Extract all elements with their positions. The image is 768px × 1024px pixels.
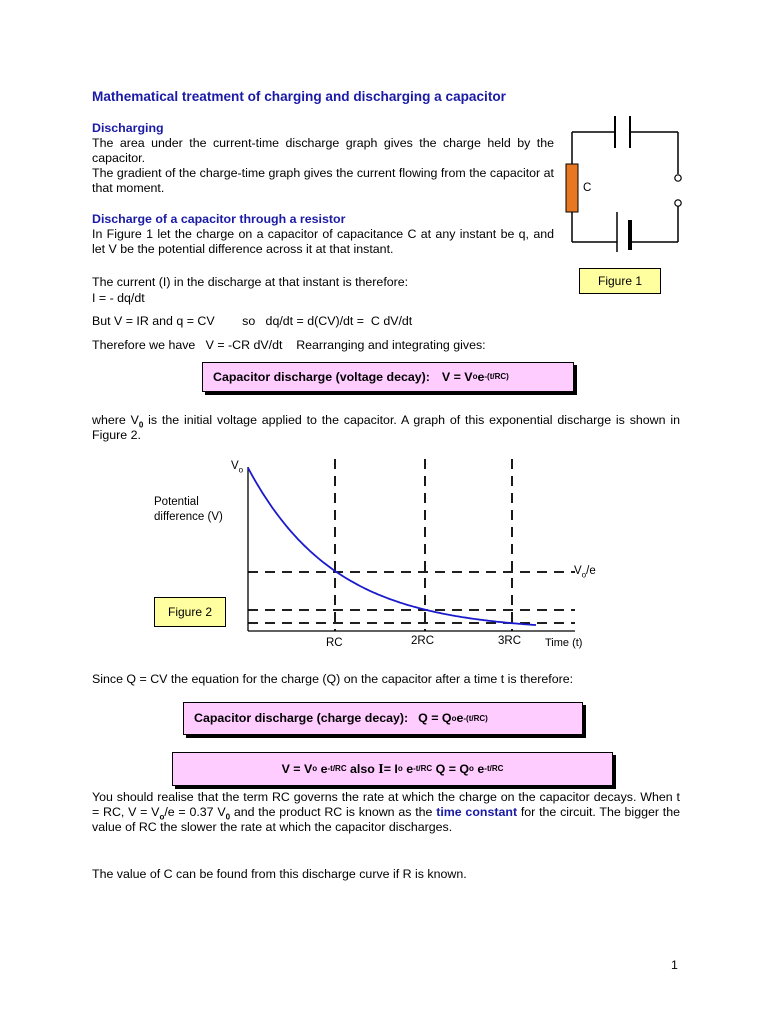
circuit-diagram: [560, 112, 690, 252]
where-text-b: is the initial voltage applied to the capacitor. A graph of this exponential discharge is shown in Figure 2.: [92, 413, 680, 442]
text-but-line: But V = IR and q = CV so dq/dt = d(CV)/dt = C dV/dt: [92, 314, 413, 328]
graph-ylabel-line2: difference (V): [154, 511, 223, 523]
where-sub: 0: [138, 420, 144, 430]
equation-box-voltage-decay: Capacitor discharge (voltage decay): V = V o e -(t/RC): [202, 362, 574, 392]
eq-summary-i: I: [378, 761, 384, 777]
eq-summary-also: also: [346, 761, 379, 776]
time-constant-term: time constant: [436, 805, 518, 819]
resistor-symbol: [566, 164, 578, 212]
paragraph-gradient: The gradient of the charge-time graph gives the current flowing from the capacitor at that moment.: [92, 166, 554, 195]
eq-voltage-label: Capacitor discharge (voltage decay):: [213, 369, 430, 384]
graph-y-top-label: [231, 459, 243, 474]
tick-label-2rc: 2RC: [411, 635, 435, 647]
graph-level-label: [574, 564, 596, 579]
realise-b: /e = 0.37 V: [164, 805, 226, 819]
realise-a: You should realise that the term RC governs the rate at which the charge on the capacitor decays. When t = RC, V = V: [92, 790, 680, 819]
page-number: 1: [671, 958, 678, 972]
equation-box-charge-decay: Capacitor discharge (charge decay): Q = Q o e -(t/RC): [183, 702, 583, 735]
paragraph-initial-voltage: [92, 413, 680, 443]
section-heading-resistor: Discharge of a capacitor through a resistor: [92, 212, 346, 226]
switch-terminals: [675, 175, 681, 206]
equation-current: I = - dq/dt: [92, 291, 145, 305]
eq-voltage-lhs: V = V: [441, 369, 473, 384]
battery-symbol: [617, 212, 630, 252]
realise-d: for the circuit. The bigger the value of RC the slower the rate at which the capacitor discharges.: [92, 805, 680, 834]
realise-c: and the product RC is known as the: [230, 805, 437, 819]
eq-summary-q: Q = Q: [432, 761, 470, 776]
capacitor-symbol: [615, 116, 630, 148]
eq-charge-lhs: Q = Q: [418, 711, 452, 725]
realise-sub2: 0: [225, 812, 231, 822]
eq-summary-i-eq: = I: [383, 761, 398, 776]
eq-charge-label: Capacitor discharge (charge decay):: [194, 711, 409, 725]
where-text-a: where V: [92, 413, 139, 427]
graph-xlabel: Time (t): [545, 637, 583, 649]
discharge-curve: [248, 468, 536, 625]
tick-label-3rc: 3RC: [498, 635, 522, 647]
text-current-line: The current (I) in the discharge at that instant is therefore:: [92, 275, 409, 289]
level-label-text: V: [574, 565, 582, 577]
eq-summary-v: V = V: [281, 761, 313, 776]
realise-sub1: o: [159, 812, 165, 822]
graph-ylabel-line1: Potential: [154, 496, 199, 508]
capacitor-label: C: [583, 182, 592, 194]
eq-voltage-base: e: [477, 369, 485, 384]
tick-label-rc: RC: [326, 637, 343, 649]
figure1-label: Figure 1: [579, 268, 661, 294]
y-top-text: V: [231, 460, 239, 472]
paragraph-figure1-setup: In Figure 1 let the charge on a capacitor of capacitance C at any instant be q, and let V be the potential difference across it at that instant.: [92, 227, 554, 256]
level-label-sub: o: [581, 570, 587, 580]
figure2-label: Figure 2: [154, 597, 226, 627]
text-therefore-line: Therefore we have V = -CR dV/dt Rearranging and integrating gives:: [92, 338, 486, 352]
paragraph-area-under-graph: The area under the current-time discharge graph gives the charge held by the capacitor.: [92, 136, 554, 165]
paragraph-time-constant: [92, 790, 680, 835]
equation-box-summary: V = V o e -t/RC also I = I o e -t/RC Q = Q o e -t/RC: [172, 752, 613, 786]
level-label-tail: /e: [586, 565, 596, 577]
section-heading-discharging: Discharging: [92, 121, 164, 135]
text-value-of-c: The value of C can be found from this discharge curve if R is known.: [92, 867, 467, 881]
y-top-sub: o: [238, 465, 244, 475]
text-since-line: Since Q = CV the equation for the charge (Q) on the capacitor after a time t is therefore:: [92, 672, 574, 686]
eq-charge-base: e: [456, 711, 464, 725]
page-title: Mathematical treatment of charging and discharging a capacitor: [92, 89, 506, 104]
